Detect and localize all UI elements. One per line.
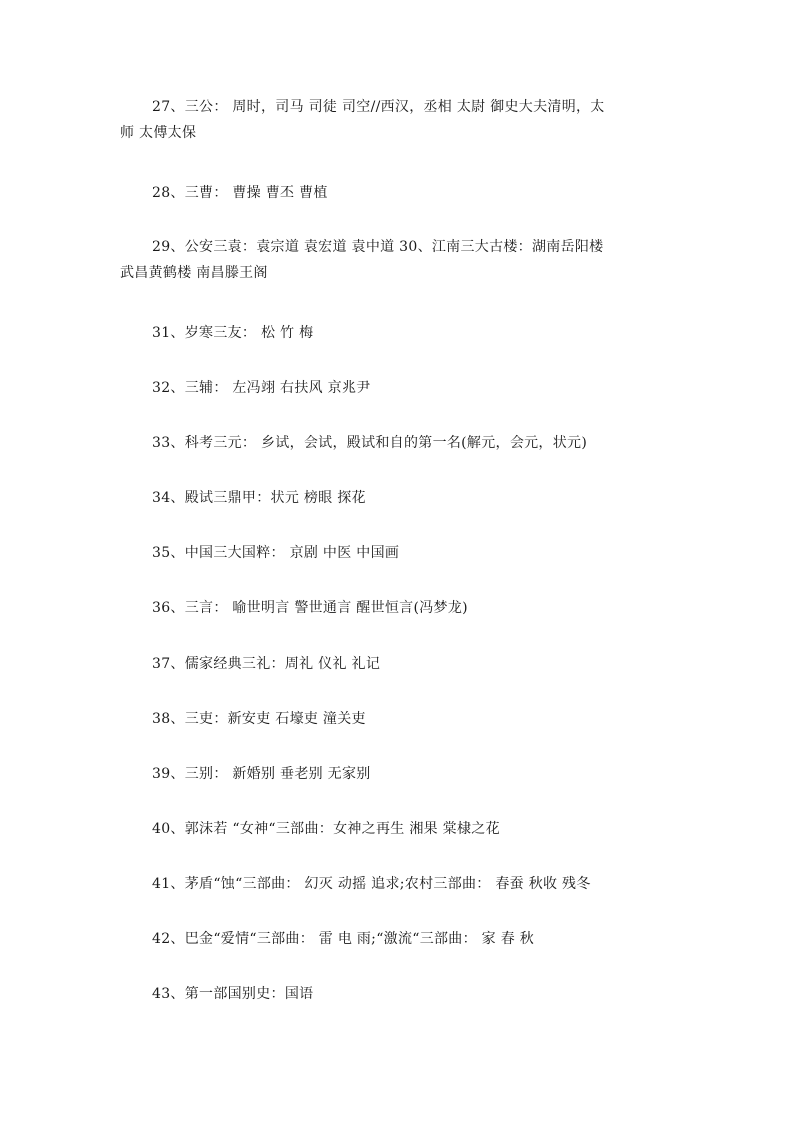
entry-36-san-yan <box>120 599 680 617</box>
entry-27-san-gong <box>120 98 680 142</box>
entry-text: 40、郭沫若 “女神“三部曲：女神之再生 湘果 棠棣之花 <box>152 821 500 837</box>
entry-40-guo-moruo <box>120 820 680 838</box>
entry-text-continued: 武昌黄鹤楼 南昌滕王阁 <box>120 265 268 281</box>
entry-28-san-cao <box>120 184 680 202</box>
entry-32-san-fu <box>120 379 680 397</box>
entry-39-san-bie <box>120 765 680 783</box>
entry-43-guo-yu <box>120 985 680 1003</box>
entry-34-dian-shi-san-ding-jia <box>120 489 680 507</box>
entry-42-ba-jin <box>120 930 680 948</box>
entry-35-san-da-guo-cui <box>120 544 680 562</box>
entry-38-san-li-officials <box>120 710 680 728</box>
entry-text: 41、茅盾“蚀“三部曲： 幻灭 动摇 追求;农村三部曲： 春蚕 秋收 残冬 <box>152 876 591 892</box>
entry-text: 35、中国三大国粹： 京剧 中医 中国画 <box>152 545 400 561</box>
entry-text: 34、殿试三鼎甲：状元 榜眼 探花 <box>152 490 366 506</box>
entry-31-sui-han-san-you <box>120 324 680 342</box>
entry-text: 37、儒家经典三礼：周礼 仪礼 礼记 <box>152 656 381 672</box>
entry-text: 28、三曹： 曹操 曹丕 曹植 <box>152 185 328 201</box>
entry-text: 31、岁寒三友： 松 竹 梅 <box>152 325 314 341</box>
entry-text: 43、第一部国别史：国语 <box>152 986 314 1002</box>
entry-text: 42、巴金“爱情“三部曲： 雷 电 雨;“激流“三部曲： 家 春 秋 <box>152 931 535 947</box>
entry-text: 38、三吏：新安吏 石壕吏 潼关吏 <box>152 711 366 727</box>
entry-33-ke-kao-san-yuan <box>120 434 680 452</box>
entry-text: 27、三公： 周时，司马 司徒 司空//西汉，丞相 太尉 御史大夫清明，太 <box>152 99 605 115</box>
entry-text: 39、三别： 新婚别 垂老别 无家别 <box>152 766 371 782</box>
entry-text: 29、公安三袁：袁宗道 袁宏道 袁中道 30、江南三大古楼：湖南岳阳楼 <box>152 239 604 255</box>
entry-text: 36、三言： 喻世明言 警世通言 醒世恒言(冯梦龙) <box>152 600 468 616</box>
entry-text: 32、三辅： 左冯翊 右扶风 京兆尹 <box>152 380 371 396</box>
entry-text-continued: 师 太傅太保 <box>120 125 197 141</box>
entry-37-san-li <box>120 655 680 673</box>
entry-text: 33、科考三元： 乡试，会试，殿试和自的第一名(解元，会元，状元) <box>152 435 588 451</box>
entry-29-gongan-san-yuan <box>120 238 680 282</box>
entry-41-mao-dun <box>120 875 680 893</box>
